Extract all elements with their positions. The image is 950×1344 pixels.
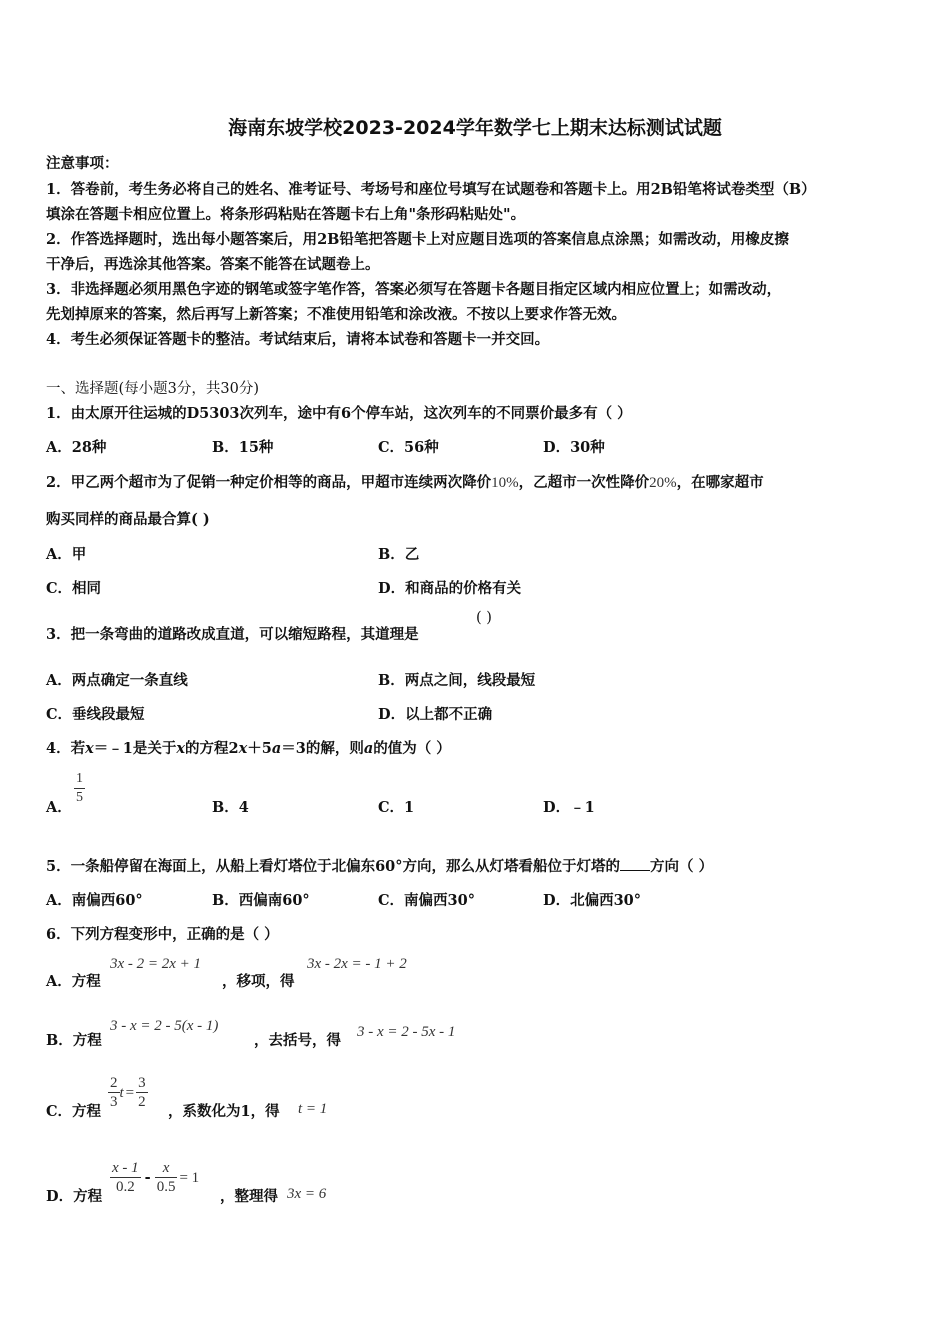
page-title: 海南东坡学校2023-2024学年数学七上期末达标测试试题 bbox=[228, 117, 722, 139]
q1-option-d: D．30种 bbox=[543, 439, 605, 456]
q6-option-d: D．方程 bbox=[46, 1188, 103, 1205]
q6-b-result: 3 - x = 2 - 5x - 1 bbox=[357, 1024, 456, 1040]
q1-option-c: C．56种 bbox=[378, 439, 439, 456]
q6-c-text: ，系数化为1，得 bbox=[168, 1103, 280, 1120]
section-heading: 一、选择题(每小题3分，共30分) bbox=[46, 381, 259, 397]
q4-option-c: C．1 bbox=[378, 799, 415, 816]
q3-option-d: D．以上都不正确 bbox=[378, 706, 493, 723]
q5-option-d: D．北偏西30° bbox=[543, 892, 642, 909]
notice-line: 先划掉原来的答案，然后再写上新答案；不准使用铅笔和涂改液。不按以上要求作答无效。 bbox=[46, 306, 626, 323]
q6-a-text: ，移项，得 bbox=[222, 973, 295, 990]
q4-option-a-fraction: $\frac{1}{5}$ bbox=[76, 771, 83, 805]
q6-d-equation: $\frac{x - 1}{0.2}$ - $\frac{x}{0.5}$ = 1 bbox=[112, 1160, 200, 1195]
q3-paren: ( ) bbox=[476, 610, 492, 626]
q5-option-c: C．南偏西30° bbox=[378, 892, 475, 909]
q4-option-b: B．4 bbox=[212, 799, 249, 816]
q6-c-equation: $\frac{2}{3}$ t = $\frac{3}{2}$ bbox=[110, 1075, 146, 1110]
q6-stem: 6．下列方程变形中，正确的是（ ） bbox=[46, 926, 279, 943]
q6-option-a: A．方程 bbox=[46, 973, 101, 990]
q2-stem-line2: 购买同样的商品最合算( ) bbox=[46, 511, 210, 528]
q3-option-c: C．垂线段最短 bbox=[46, 706, 145, 723]
q5-stem: 5．一条船停留在海面上，从船上看灯塔位于北偏东60°方向，那么从灯塔看船位于灯塔的 方向（ ） bbox=[46, 858, 714, 875]
q2-option-b: B．乙 bbox=[378, 546, 420, 563]
q6-d-text: ，整理得 bbox=[220, 1188, 278, 1205]
notice-line: 3．非选择题必须用黑色字迹的钢笔或签字笔作答，答案必须写在答题卡各题目指定区域内相应位置上；如需改动， bbox=[46, 281, 782, 298]
q6-option-c: C．方程 bbox=[46, 1103, 102, 1120]
notice-line: 填涂在答题卡相应位置上。将条形码粘贴在答题卡右上角"条形码粘贴处"。 bbox=[46, 206, 526, 223]
q4-option-d: D．﹣1 bbox=[543, 799, 595, 816]
q6-c-result: t = 1 bbox=[298, 1101, 328, 1117]
q2-percent-1: 10% bbox=[491, 475, 519, 491]
q3-option-a: A．两点确定一条直线 bbox=[46, 672, 188, 689]
q5-option-b: B．西偏南60° bbox=[212, 892, 310, 909]
q4-option-a-label: A． bbox=[46, 799, 72, 816]
notice-line: 干净后，再选涂其他答案。答案不能答在试题卷上。 bbox=[46, 256, 380, 273]
q6-d-result: 3x = 6 bbox=[287, 1186, 327, 1202]
q3-option-b: B．两点之间，线段最短 bbox=[378, 672, 536, 689]
q1-option-a: A．28种 bbox=[46, 439, 107, 456]
q2-option-a: A．甲 bbox=[46, 546, 87, 563]
notice-line: 4．考生必须保证答题卡的整洁。考试结束后，请将本试卷和答题卡一并交回。 bbox=[46, 331, 550, 348]
q2-percent-2: 20% bbox=[649, 475, 677, 491]
q6-a-result: 3x - 2x = - 1 + 2 bbox=[307, 956, 407, 972]
q6-a-equation: 3x - 2 = 2x + 1 bbox=[110, 956, 202, 972]
q2-option-d: D．和商品的价格有关 bbox=[378, 580, 522, 597]
q5-option-a: A．南偏西60° bbox=[46, 892, 143, 909]
notice-heading: 注意事项： bbox=[46, 155, 119, 172]
q5-blank bbox=[620, 858, 650, 871]
q4-stem: 4．若x＝﹣1是关于x的方程2x＋5a＝3的解，则a的值为（ ） bbox=[46, 740, 451, 757]
q6-b-text: ，去括号，得 bbox=[254, 1032, 341, 1049]
q6-b-equation: 3 - x = 2 - 5(x - 1) bbox=[110, 1018, 219, 1034]
q1-stem: 1．由太原开往运城的D5303次列车，途中有6个停车站，这次列车的不同票价最多有（ ） bbox=[46, 405, 632, 422]
q2-stem: 2．甲乙两个超市为了促销一种定价相等的商品，甲超市连续两次降价10%，乙超市一次性降价20%，在哪家超市 bbox=[46, 474, 764, 491]
q2-option-c: C．相同 bbox=[46, 580, 102, 597]
notice-line: 1．答卷前，考生务必将自己的姓名、准考证号、考场号和座位号填写在试题卷和答题卡上。用2B铅笔将试卷类型（B） bbox=[46, 181, 816, 198]
q1-option-b: B．15种 bbox=[212, 439, 274, 456]
notice-line: 2．作答选择题时，选出每小题答案后，用2B铅笔把答题卡上对应题目选项的答案信息点涂黑；如需改动，用橡皮擦 bbox=[46, 231, 789, 248]
q3-stem: 3．把一条弯曲的道路改成直道，可以缩短路程，其道理是 bbox=[46, 626, 419, 643]
q6-option-b: B．方程 bbox=[46, 1032, 102, 1049]
